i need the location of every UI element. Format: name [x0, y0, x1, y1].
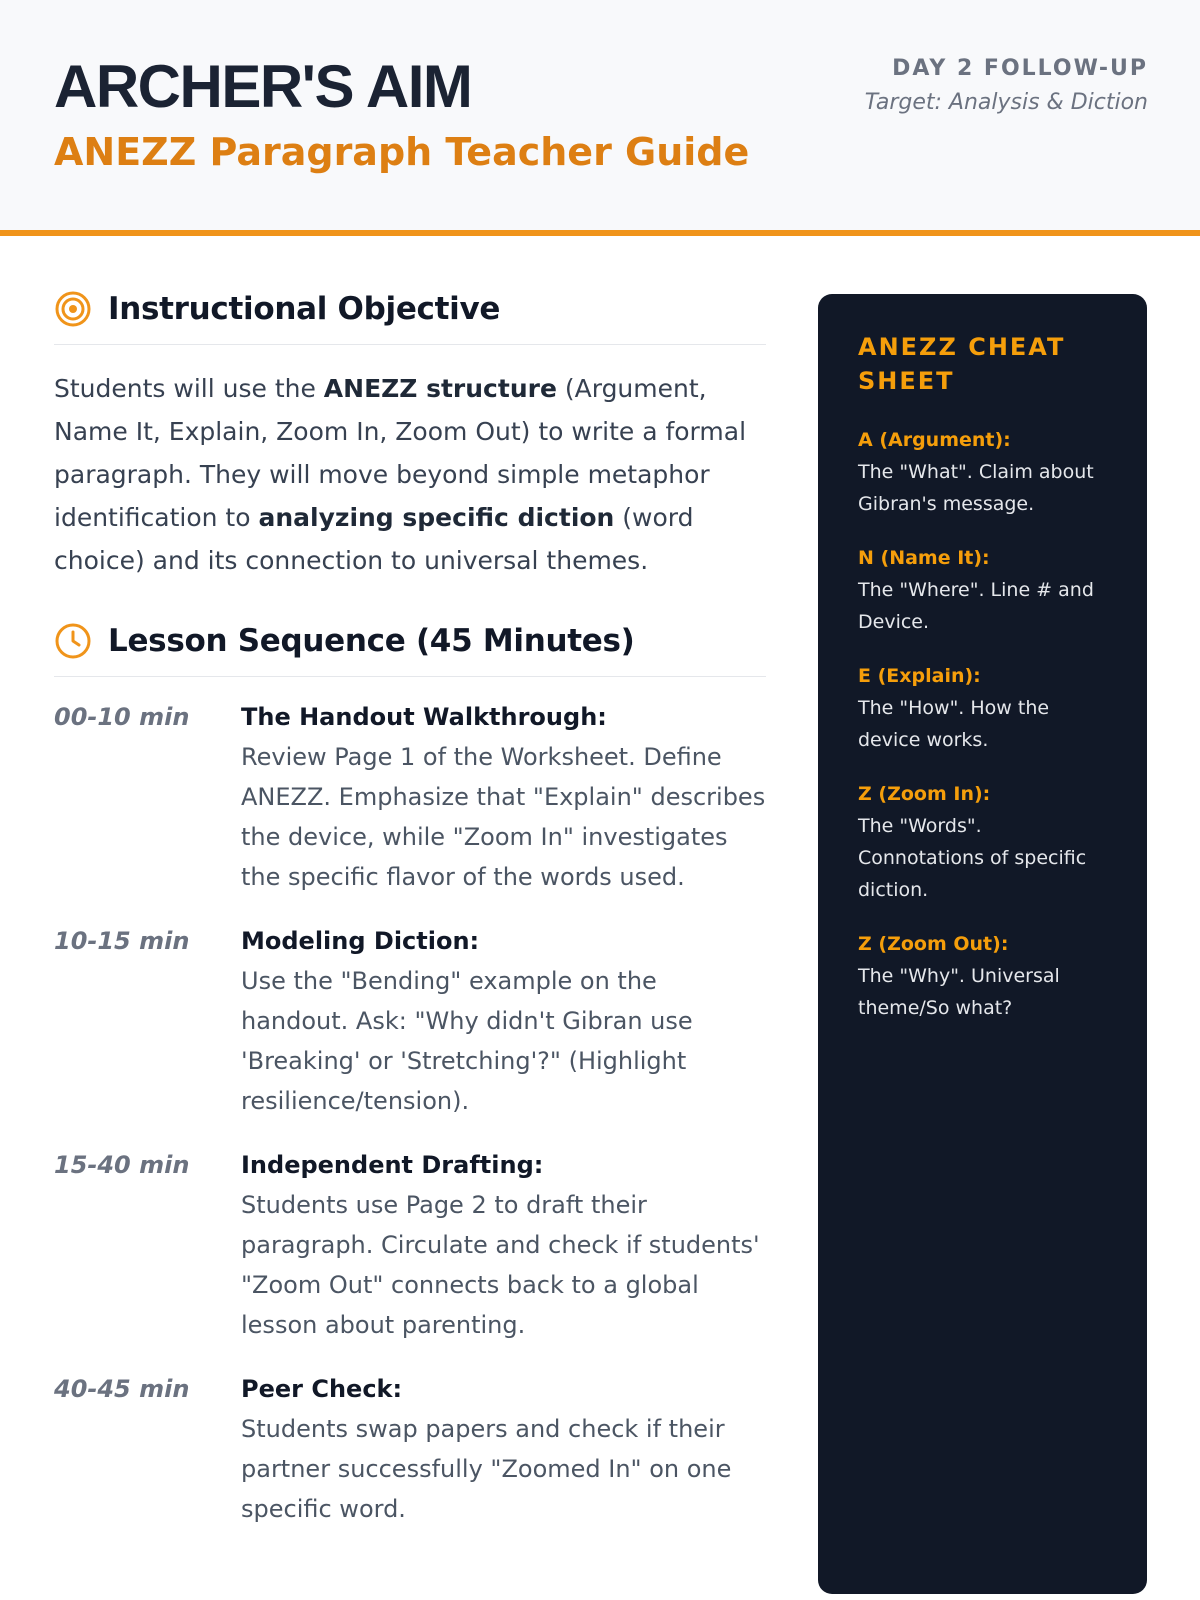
cheat-item-explain: [858, 660, 1107, 756]
main-content: [54, 290, 766, 1553]
day-label: DAY 2 FOLLOW-UP: [892, 56, 1148, 81]
sequence-item-drafting: [54, 1145, 766, 1345]
cheat-sheet-title: ANEZZ CHEAT SHEET: [858, 333, 1066, 395]
cheat-item-zoom-out: [858, 928, 1107, 1024]
cheat-label: A (Argument):: [858, 429, 1011, 451]
sequence-title: Peer Check:: [241, 1375, 403, 1403]
cheat-label: Z (Zoom Out):: [858, 933, 1009, 955]
objective-emphasis: ANEZZ structure: [323, 374, 557, 403]
sequence-title: The Handout Walkthrough:: [241, 703, 607, 731]
objective-run: Students will use the: [54, 374, 324, 403]
objective-emphasis: analyzing specific diction: [258, 503, 615, 532]
sequence-text: Students use Page 2 to draft their paragraph. Circulate and check if students' "Zoom Out" connects back to a global lesson about parenting.: [241, 1191, 760, 1339]
objective-text: [54, 367, 766, 582]
cheat-item-argument: [858, 424, 1107, 520]
sequence-text: Use the "Bending" example on the handout. Ask: "Why didn't Gibran use 'Breaking' or 'Stretching'?" (Highlight resilience/tension).: [241, 967, 693, 1115]
guide-subtitle: ANEZZ Paragraph Teacher Guide: [54, 130, 750, 174]
lesson-heading: [54, 622, 766, 677]
target-label: Target: Analysis & Diction: [864, 90, 1148, 115]
sequence-item-peer-check: [54, 1369, 766, 1529]
brand-title: ARCHER'S AIM: [54, 53, 472, 120]
cheat-text: The "What". Claim about Gibran's message.: [858, 461, 1094, 515]
cheat-sheet-panel: [818, 294, 1147, 1594]
cheat-text: The "How". How the device works.: [858, 697, 1050, 751]
lesson-sequence: [54, 697, 766, 1529]
sequence-time: 00-10 min: [54, 703, 190, 731]
sequence-time: 10-15 min: [54, 927, 190, 955]
page-header: [0, 0, 1200, 236]
objective-title: Instructional Objective: [108, 291, 501, 327]
sequence-title: Modeling Diction:: [241, 927, 480, 955]
sequence-text: Review Page 1 of the Worksheet. Define ANEZZ. Emphasize that "Explain" describes the device, while "Zoom In" investigates the specific flavor of the words used.: [241, 743, 766, 891]
lesson-title: Lesson Sequence (45 Minutes): [108, 623, 635, 659]
target-icon: [54, 290, 92, 328]
sequence-title: Independent Drafting:: [241, 1151, 544, 1179]
objective-heading: [54, 290, 766, 345]
sequence-item-walkthrough: [54, 697, 766, 897]
sequence-text: Students swap papers and check if their partner successfully "Zoomed In" on one specific word.: [241, 1415, 732, 1523]
cheat-item-name-it: [858, 542, 1107, 638]
sequence-time: 15-40 min: [54, 1151, 190, 1179]
cheat-label: E (Explain):: [858, 665, 981, 687]
objective-run: (word choice) and its connection to universal themes.: [54, 503, 694, 575]
cheat-text: The "Where". Line # and Device.: [858, 579, 1094, 633]
sequence-item-modeling: [54, 921, 766, 1121]
cheat-label: N (Name It):: [858, 547, 990, 569]
cheat-label: Z (Zoom In):: [858, 783, 991, 805]
cheat-item-zoom-in: [858, 778, 1107, 906]
objective-run: (Argument, Name It, Explain, Zoom In, Zoom Out) to write a formal paragraph. They will move beyond simple metaphor identification to: [54, 374, 747, 532]
cheat-text: The "Words". Connotations of specific diction.: [858, 815, 1087, 901]
sequence-time: 40-45 min: [54, 1375, 190, 1403]
clock-icon: [54, 622, 92, 660]
cheat-text: The "Why". Universal theme/So what?: [858, 965, 1060, 1019]
